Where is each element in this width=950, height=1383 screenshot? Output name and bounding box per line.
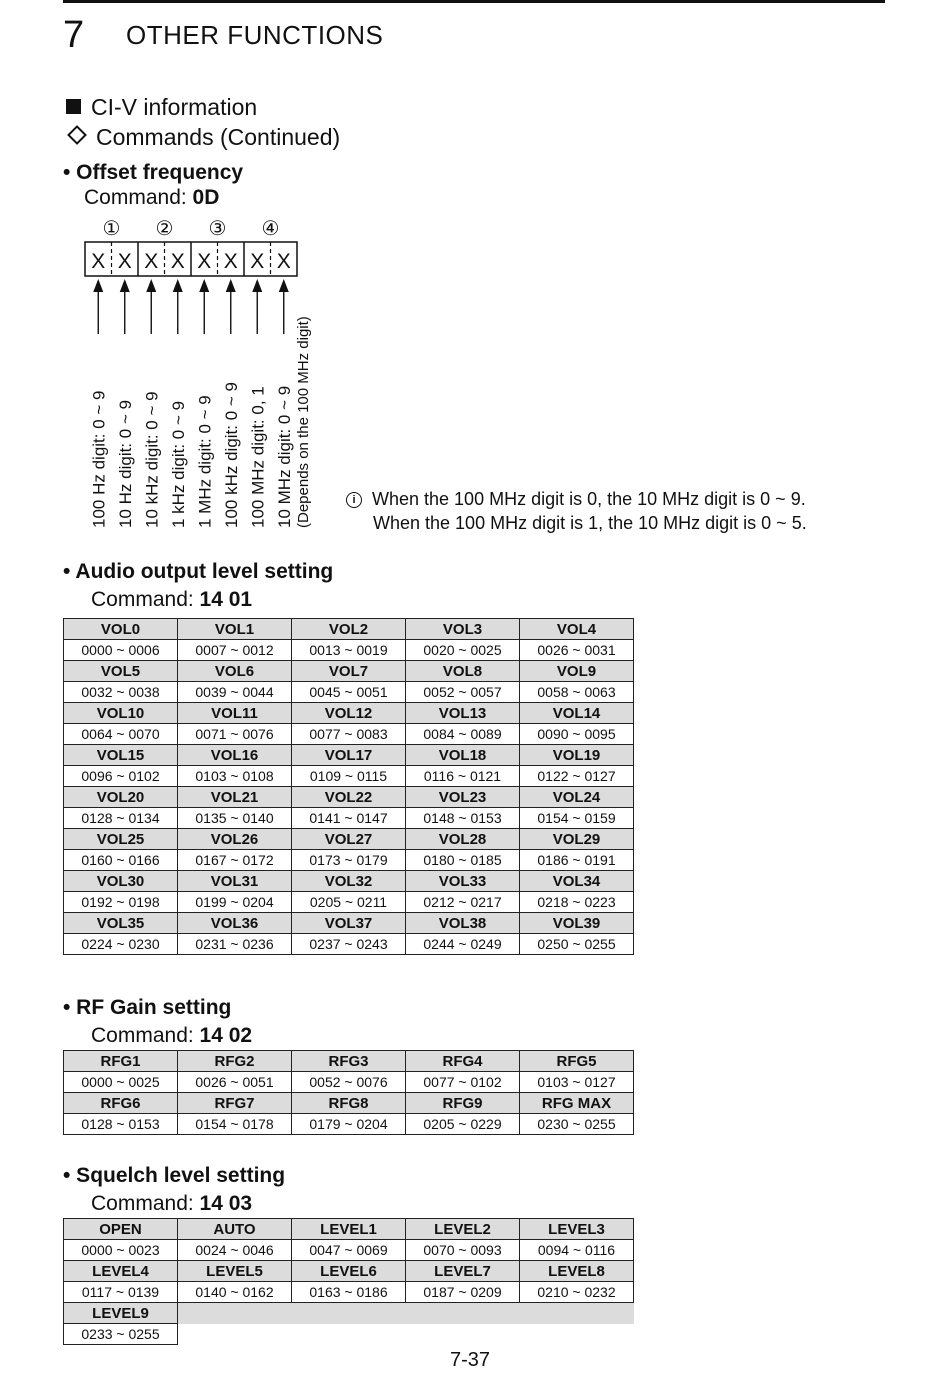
offset-digit-diagram (0, 0, 950, 560)
level-range-cell: 0212 ~ 0217 (406, 892, 520, 913)
level-range-cell: 0173 ~ 0179 (292, 850, 406, 871)
level-name-cell: VOL4 (520, 619, 634, 640)
audio-level-table (63, 618, 634, 955)
level-name-cell: LEVEL4 (64, 1261, 178, 1282)
level-range-cell: 0000 ~ 0006 (64, 640, 178, 661)
level-name-cell: LEVEL6 (292, 1261, 406, 1282)
level-range-cell: 0141 ~ 0147 (292, 808, 406, 829)
level-range-cell: 0237 ~ 0243 (292, 934, 406, 955)
squelch-table (63, 1218, 634, 1345)
level-name-cell: VOL30 (64, 871, 178, 892)
squelch-title: • Squelch level setting (63, 1164, 286, 1187)
level-range-cell: 0135 ~ 0140 (178, 808, 292, 829)
level-name-cell: VOL21 (178, 787, 292, 808)
level-range-cell: 0052 ~ 0076 (292, 1072, 406, 1093)
level-range-cell: 0250 ~ 0255 (520, 934, 634, 955)
level-name-cell: VOL33 (406, 871, 520, 892)
level-range-cell: 0231 ~ 0236 (178, 934, 292, 955)
level-name-cell: LEVEL2 (406, 1219, 520, 1240)
empty-cell (406, 1324, 520, 1345)
level-range-cell: 0199 ~ 0204 (178, 892, 292, 913)
level-name-cell: RFG5 (520, 1051, 634, 1072)
level-name-cell: VOL22 (292, 787, 406, 808)
empty-cell (292, 1303, 406, 1324)
level-range-cell: 0160 ~ 0166 (64, 850, 178, 871)
digit-cell: X (223, 250, 238, 273)
level-range-cell: 0047 ~ 0069 (292, 1240, 406, 1261)
digit-label: 10 MHz digit: 0 ~ 9 (274, 385, 294, 528)
level-name-cell: VOL14 (520, 703, 634, 724)
rf-gain-command: Command: 14 02 (91, 1024, 253, 1047)
empty-cell (406, 1303, 520, 1324)
level-range-cell: 0163 ~ 0186 (292, 1282, 406, 1303)
digit-cell: X (197, 250, 212, 273)
squelch-command: Command: 14 03 (91, 1192, 253, 1215)
digit-label: 10 kHz digit: 0 ~ 9 (142, 391, 162, 528)
level-range-cell: 0096 ~ 0102 (64, 766, 178, 787)
table-row (64, 1282, 634, 1303)
level-name-cell: VOL29 (520, 829, 634, 850)
arrow-head-icon (120, 279, 130, 292)
level-name-cell: VOL17 (292, 745, 406, 766)
level-range-cell: 0000 ~ 0025 (64, 1072, 178, 1093)
level-range-cell: 0026 ~ 0031 (520, 640, 634, 661)
table-row (64, 1324, 634, 1345)
level-name-cell: VOL38 (406, 913, 520, 934)
level-range-cell: 0020 ~ 0025 (406, 640, 520, 661)
digit-cell: X (170, 250, 185, 273)
level-range-cell: 0058 ~ 0063 (520, 682, 634, 703)
rf-gain-table (63, 1050, 634, 1135)
level-name-cell: RFG4 (406, 1051, 520, 1072)
level-name-cell: LEVEL8 (520, 1261, 634, 1282)
level-name-cell: RFG MAX (520, 1093, 634, 1114)
level-name-cell: VOL15 (64, 745, 178, 766)
level-range-cell: 0148 ~ 0153 (406, 808, 520, 829)
info-icon: i (346, 492, 362, 508)
level-range-cell: 0077 ~ 0102 (406, 1072, 520, 1093)
level-range-cell: 0103 ~ 0127 (520, 1072, 634, 1093)
level-name-cell: VOL0 (64, 619, 178, 640)
offset-frequency-title: • Offset frequency (63, 161, 244, 184)
digit-label: 100 MHz digit: 0, 1 (248, 386, 268, 528)
level-name-cell: RFG8 (292, 1093, 406, 1114)
level-range-cell: 0039 ~ 0044 (178, 682, 292, 703)
level-name-cell: OPEN (64, 1219, 178, 1240)
level-name-cell: RFG6 (64, 1093, 178, 1114)
empty-cell (178, 1303, 292, 1324)
level-range-cell: 0140 ~ 0162 (178, 1282, 292, 1303)
digit-label: 100 kHz digit: 0 ~ 9 (221, 381, 241, 528)
table-row (64, 640, 634, 661)
table-header-row (64, 829, 634, 850)
level-name-cell: LEVEL7 (406, 1261, 520, 1282)
level-name-cell: VOL25 (64, 829, 178, 850)
empty-cell (292, 1324, 406, 1345)
digit-cell: X (91, 250, 106, 273)
rf-gain-title: • RF Gain setting (63, 996, 232, 1019)
level-name-cell: LEVEL9 (64, 1303, 178, 1324)
arrow-head-icon (252, 279, 262, 292)
level-range-cell: 0000 ~ 0023 (64, 1240, 178, 1261)
digit-label: 100 Hz digit: 0 ~ 9 (89, 390, 109, 528)
subsection-title: Commands (Continued) (66, 124, 340, 151)
level-range-cell: 0167 ~ 0172 (178, 850, 292, 871)
level-name-cell: VOL20 (64, 787, 178, 808)
empty-cell (520, 1303, 634, 1324)
arrow-head-icon (279, 279, 289, 292)
level-name-cell: VOL5 (64, 661, 178, 682)
level-range-cell: 0064 ~ 0070 (64, 724, 178, 745)
digit-cell: X (250, 250, 265, 273)
table-header-row (64, 1303, 634, 1324)
level-name-cell: RFG3 (292, 1051, 406, 1072)
offset-command: Command: 0D (84, 186, 220, 209)
level-range-cell: 0071 ~ 0076 (178, 724, 292, 745)
audio-level-title: • Audio output level setting (63, 560, 334, 583)
level-name-cell: RFG1 (64, 1051, 178, 1072)
digit-cell: X (276, 250, 291, 273)
arrow-head-icon (199, 279, 209, 292)
audio-command: Command: 14 01 (91, 588, 253, 611)
level-range-cell: 0117 ~ 0139 (64, 1282, 178, 1303)
table-row (64, 1240, 634, 1261)
digit-extra-note: (Depends on the 100 MHz digit) (294, 316, 312, 528)
level-range-cell: 0230 ~ 0255 (520, 1114, 634, 1135)
level-name-cell: VOL36 (178, 913, 292, 934)
level-range-cell: 0070 ~ 0093 (406, 1240, 520, 1261)
level-range-cell: 0128 ~ 0134 (64, 808, 178, 829)
level-range-cell: 0154 ~ 0159 (520, 808, 634, 829)
level-name-cell: VOL24 (520, 787, 634, 808)
level-name-cell: VOL27 (292, 829, 406, 850)
byte-number-label: ④ (261, 216, 280, 240)
table-row (64, 934, 634, 955)
offset-note: i When the 100 MHz digit is 0, the 10 MHz digit is 0 ~ 9. When the 100 MHz digit is 1, the 10 MHz digit is 0 ~ 5. (346, 487, 807, 535)
table-header-row (64, 661, 634, 682)
level-name-cell: VOL7 (292, 661, 406, 682)
level-name-cell: VOL10 (64, 703, 178, 724)
level-name-cell: VOL28 (406, 829, 520, 850)
level-name-cell: VOL13 (406, 703, 520, 724)
level-range-cell: 0116 ~ 0121 (406, 766, 520, 787)
level-name-cell: VOL11 (178, 703, 292, 724)
level-name-cell: LEVEL3 (520, 1219, 634, 1240)
level-name-cell: VOL18 (406, 745, 520, 766)
table-header-row (64, 745, 634, 766)
level-name-cell: AUTO (178, 1219, 292, 1240)
level-range-cell: 0179 ~ 0204 (292, 1114, 406, 1135)
level-name-cell: VOL6 (178, 661, 292, 682)
arrow-head-icon (226, 279, 236, 292)
empty-cell (520, 1324, 634, 1345)
level-range-cell: 0013 ~ 0019 (292, 640, 406, 661)
table-row (64, 724, 634, 745)
level-range-cell: 0122 ~ 0127 (520, 766, 634, 787)
table-header-row (64, 1051, 634, 1072)
table-row (64, 892, 634, 913)
table-header-row (64, 1261, 634, 1282)
level-name-cell: LEVEL1 (292, 1219, 406, 1240)
level-name-cell: VOL9 (520, 661, 634, 682)
section-title: CI-V information (66, 94, 257, 121)
table-row (64, 1114, 634, 1135)
byte-number-label: ① (102, 216, 121, 240)
level-range-cell: 0244 ~ 0249 (406, 934, 520, 955)
table-header-row (64, 1093, 634, 1114)
level-name-cell: RFG9 (406, 1093, 520, 1114)
level-range-cell: 0205 ~ 0211 (292, 892, 406, 913)
level-range-cell: 0187 ~ 0209 (406, 1282, 520, 1303)
table-row (64, 808, 634, 829)
digit-cell: X (117, 250, 132, 273)
level-name-cell: VOL8 (406, 661, 520, 682)
level-name-cell: VOL34 (520, 871, 634, 892)
table-row (64, 766, 634, 787)
byte-number-label: ② (155, 216, 174, 240)
chapter-title: OTHER FUNCTIONS (126, 20, 384, 50)
level-range-cell: 0045 ~ 0051 (292, 682, 406, 703)
level-name-cell: VOL2 (292, 619, 406, 640)
level-name-cell: VOL31 (178, 871, 292, 892)
table-row (64, 682, 634, 703)
arrow-head-icon (146, 279, 156, 292)
level-range-cell: 0024 ~ 0046 (178, 1240, 292, 1261)
level-name-cell: VOL1 (178, 619, 292, 640)
level-name-cell: LEVEL5 (178, 1261, 292, 1282)
chapter-number: 7 (63, 14, 85, 56)
level-range-cell: 0077 ~ 0083 (292, 724, 406, 745)
table-header-row (64, 619, 634, 640)
level-range-cell: 0052 ~ 0057 (406, 682, 520, 703)
level-name-cell: VOL32 (292, 871, 406, 892)
level-name-cell: VOL23 (406, 787, 520, 808)
level-name-cell: VOL19 (520, 745, 634, 766)
level-range-cell: 0205 ~ 0229 (406, 1114, 520, 1135)
table-header-row (64, 1219, 634, 1240)
level-range-cell: 0109 ~ 0115 (292, 766, 406, 787)
byte-number-label: ③ (208, 216, 227, 240)
level-range-cell: 0154 ~ 0178 (178, 1114, 292, 1135)
page-number: 7-37 (450, 1349, 491, 1371)
digit-label: 10 Hz digit: 0 ~ 9 (115, 399, 135, 528)
level-name-cell: VOL3 (406, 619, 520, 640)
level-name-cell: RFG7 (178, 1093, 292, 1114)
table-header-row (64, 787, 634, 808)
level-range-cell: 0180 ~ 0185 (406, 850, 520, 871)
level-name-cell: RFG2 (178, 1051, 292, 1072)
level-range-cell: 0186 ~ 0191 (520, 850, 634, 871)
level-range-cell: 0233 ~ 0255 (64, 1324, 178, 1345)
digit-cell: X (144, 250, 159, 273)
table-header-row (64, 913, 634, 934)
level-range-cell: 0128 ~ 0153 (64, 1114, 178, 1135)
digit-label: 1 kHz digit: 0 ~ 9 (168, 400, 188, 528)
level-name-cell: VOL39 (520, 913, 634, 934)
level-range-cell: 0084 ~ 0089 (406, 724, 520, 745)
table-header-row (64, 703, 634, 724)
level-name-cell: VOL37 (292, 913, 406, 934)
arrow-head-icon (173, 279, 183, 292)
level-range-cell: 0032 ~ 0038 (64, 682, 178, 703)
level-name-cell: VOL35 (64, 913, 178, 934)
level-range-cell: 0094 ~ 0116 (520, 1240, 634, 1261)
table-row (64, 1072, 634, 1093)
level-range-cell: 0210 ~ 0232 (520, 1282, 634, 1303)
level-range-cell: 0103 ~ 0108 (178, 766, 292, 787)
level-name-cell: VOL12 (292, 703, 406, 724)
level-range-cell: 0224 ~ 0230 (64, 934, 178, 955)
digit-label: 1 MHz digit: 0 ~ 9 (195, 395, 215, 528)
arrow-head-icon (93, 279, 103, 292)
table-header-row (64, 871, 634, 892)
level-range-cell: 0007 ~ 0012 (178, 640, 292, 661)
table-row (64, 850, 634, 871)
level-range-cell: 0192 ~ 0198 (64, 892, 178, 913)
level-name-cell: VOL26 (178, 829, 292, 850)
level-range-cell: 0218 ~ 0223 (520, 892, 634, 913)
level-name-cell: VOL16 (178, 745, 292, 766)
level-range-cell: 0090 ~ 0095 (520, 724, 634, 745)
level-range-cell: 0026 ~ 0051 (178, 1072, 292, 1093)
empty-cell (178, 1324, 292, 1345)
